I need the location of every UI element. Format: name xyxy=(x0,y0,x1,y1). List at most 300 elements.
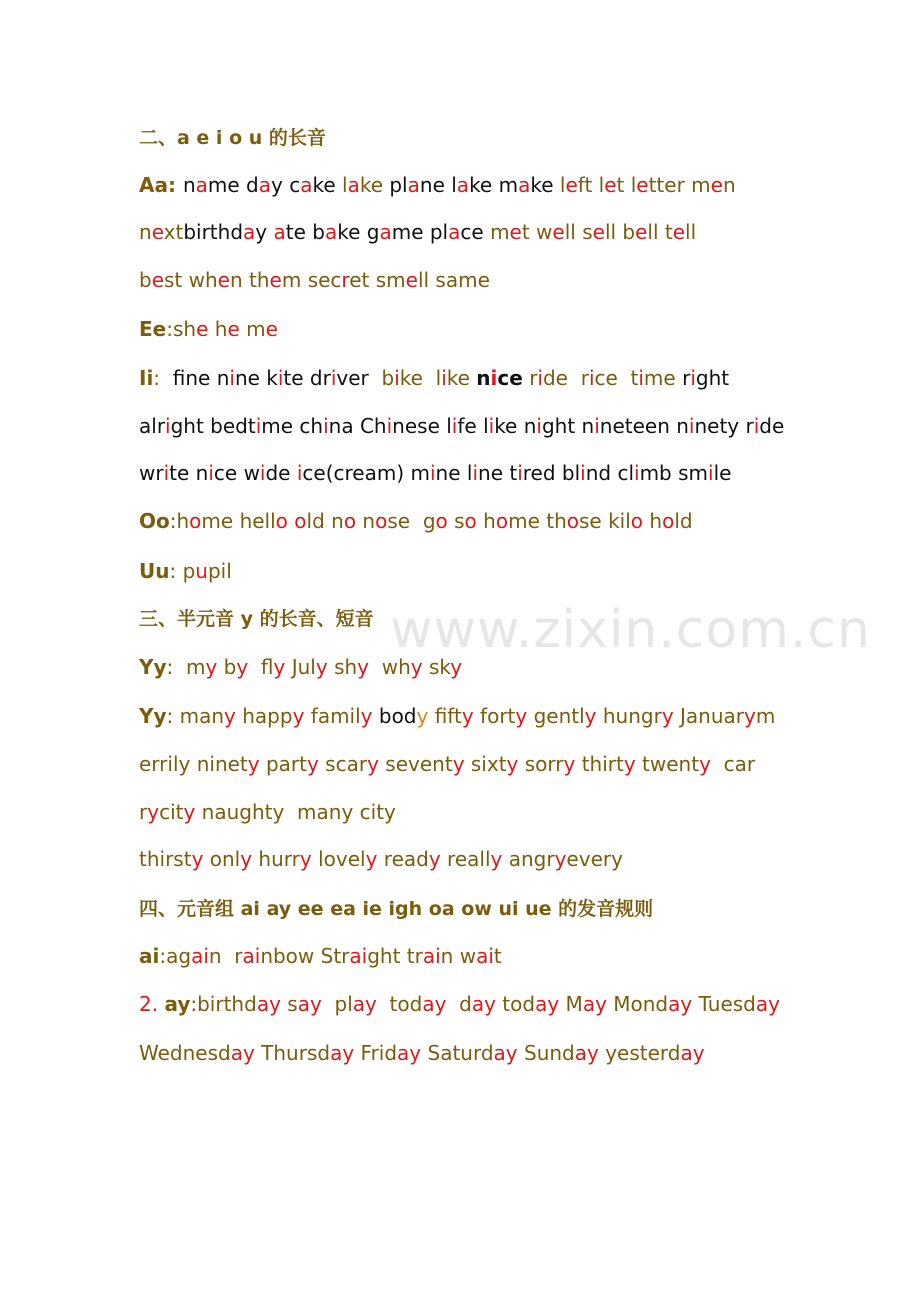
line-ay-1-segment: ay xyxy=(668,992,693,1016)
line-ii-1-segment: l xyxy=(435,366,442,390)
line-ii-1-segment: i xyxy=(537,366,543,390)
line-yy-1-segment: y xyxy=(273,655,286,679)
line-aa-3-segment: e xyxy=(405,268,418,292)
line-ay-2-segment: ay xyxy=(574,1041,599,1065)
line-oo-segment: se kil xyxy=(579,509,631,533)
line-aa-1-segment: a xyxy=(195,173,208,197)
line-ay-1-segment: tod xyxy=(376,992,423,1016)
line-oo-segment: Oo xyxy=(139,509,170,533)
line-ii-2-segment: i xyxy=(488,414,495,438)
line-aa-1-segment: ke m xyxy=(469,173,519,197)
line-yy-5-segment: y xyxy=(554,847,567,871)
line-ii-1-segment: b xyxy=(381,366,395,390)
line-ii-2-segment: ght bedt xyxy=(170,414,256,438)
line-ii-3-segment: de xyxy=(265,461,297,485)
line-yy-1-segment: y xyxy=(315,655,328,679)
line-oo-segment: o xyxy=(275,509,288,533)
line-aa-3-segment: b xyxy=(139,268,152,292)
line-ay-1 xyxy=(139,991,780,1017)
line-yy-3-segment: twent xyxy=(635,752,700,776)
line-ii-1-segment: : xyxy=(153,366,173,390)
line-yy-1-segment: y xyxy=(410,655,423,679)
line-aa-2-segment: e xyxy=(509,220,522,244)
line-ii-3-segment: i xyxy=(708,461,714,485)
line-ii-1-segment: r xyxy=(682,366,691,390)
line-aa-1-segment: ne l xyxy=(419,173,457,197)
line-aa-1-segment: e xyxy=(636,173,649,197)
line-ii-3 xyxy=(139,460,731,486)
line-yy-2-segment: bod xyxy=(372,704,417,728)
line-ii-2-segment: neteen n xyxy=(599,414,689,438)
line-ay-1-segment: pl xyxy=(321,992,353,1016)
line-yy-5-segment: y xyxy=(299,847,312,871)
line-yy-5-segment: onl xyxy=(203,847,241,871)
line-yy-4-segment: r xyxy=(139,800,148,824)
line-aa-2-segment: ll t xyxy=(647,220,673,244)
line-ee-segment: e xyxy=(265,317,278,341)
line-oo-segment: me hell xyxy=(201,509,276,533)
line-ii-1 xyxy=(139,365,729,391)
line-aa-1-segment: l xyxy=(342,173,348,197)
watermark: www.zixin.com.cn xyxy=(390,600,871,660)
line-yy-2-segment: fort xyxy=(473,704,516,728)
line-yy-5-segment: read xyxy=(377,847,429,871)
line-yy-1-segment: y xyxy=(205,655,218,679)
line-yy-5-segment: angr xyxy=(502,847,555,871)
line-ee-segment: :sh xyxy=(166,317,197,341)
line-oo-segment: o xyxy=(662,509,675,533)
line-yy-2-segment: y xyxy=(416,704,429,728)
line-oo-segment: o xyxy=(294,509,307,533)
line-yy-2-segment: happ xyxy=(235,704,293,728)
line-yy-3-segment: sorr xyxy=(518,752,564,776)
line-yy-3 xyxy=(139,751,755,777)
line-ay-1-segment: ay xyxy=(755,992,780,1016)
line-ii-3-segment: wr xyxy=(139,461,164,485)
line-ii-1-segment: me xyxy=(643,366,683,390)
line-yy-3-segment: y xyxy=(506,752,519,776)
line-ii-1-segment: t xyxy=(630,366,639,390)
line-ay-2-segment: ay xyxy=(680,1041,705,1065)
line-ii-3-segment: i xyxy=(296,461,303,485)
line-ii-1-segment: ver xyxy=(336,366,382,390)
line-ee xyxy=(139,316,278,342)
line-ai-segment: ai xyxy=(242,944,261,968)
line-ii-3-segment: i xyxy=(472,461,479,485)
line-aa-2-segment: e xyxy=(672,220,686,244)
line-aa-2-segment: ke g xyxy=(337,220,380,244)
line-oo-segment: o xyxy=(495,509,509,533)
line-aa-1-segment: Aa: xyxy=(139,173,183,197)
line-aa-1-segment: n xyxy=(182,173,196,197)
heading-vowel-groups-segment: 四、元音组 ai ay ee ea ie igh oa ow ui ue 的发音规则 xyxy=(139,898,654,920)
line-aa-3 xyxy=(139,267,490,293)
line-aa-2-segment: birthd xyxy=(183,220,244,244)
line-ay-1-segment: ay xyxy=(582,992,607,1016)
line-ay-2-segment: Thursd xyxy=(254,1041,331,1065)
line-ii-2-segment: i xyxy=(451,414,458,438)
line-yy-2-segment: gentl xyxy=(527,704,585,728)
line-aa-3-segment: e xyxy=(151,268,165,292)
line-ii-3-segment: ne l xyxy=(435,461,473,485)
line-ii-1-segment: i xyxy=(638,366,644,390)
line-ay-1-segment: Tuesd xyxy=(692,992,756,1016)
line-aa-2-segment: a xyxy=(379,220,392,244)
line-aa-1-segment: e xyxy=(565,173,578,197)
line-ii-3-segment: i xyxy=(634,461,640,485)
line-aa-3-segment: r xyxy=(341,268,350,292)
line-ii-1-segment: r xyxy=(529,366,538,390)
line-ii-2 xyxy=(139,413,784,439)
line-ai-segment: nbow Str xyxy=(260,944,350,968)
line-ii-1-segment: ce xyxy=(594,366,631,390)
line-ii-2-segment: i xyxy=(594,414,600,438)
line-yy-1-segment: y xyxy=(236,655,249,679)
line-ee-segment: e xyxy=(196,317,209,341)
line-ii-2-segment: nety r xyxy=(694,414,754,438)
heading-semivowel-y xyxy=(139,606,374,632)
line-yy-3-segment: y xyxy=(367,752,379,776)
line-aa-2-segment: e xyxy=(552,220,565,244)
line-ii-2-segment: na Ch xyxy=(328,414,387,438)
line-yy-3-segment: y xyxy=(699,752,711,776)
line-ai-segment: ght tr xyxy=(367,944,423,968)
line-aa-3-segment: ll same xyxy=(417,268,490,292)
line-aa-3-segment: n th xyxy=(229,268,270,292)
line-ay-1-segment: 2. xyxy=(139,992,165,1016)
line-aa-2-segment: xt xyxy=(163,220,184,244)
line-ii-1-segment: i xyxy=(229,366,235,390)
line-yy-1-segment: Yy xyxy=(139,655,167,679)
line-aa-2-segment: y xyxy=(255,220,274,244)
line-yy-2-segment: fift xyxy=(428,704,462,728)
line-yy-2-segment: y xyxy=(661,704,674,728)
line-yy-4-segment: y xyxy=(183,800,196,824)
line-aa-1-segment: me d xyxy=(207,173,259,197)
line-ay-1-segment: ay xyxy=(471,992,496,1016)
line-ii-2-segment: i xyxy=(255,414,262,438)
line-ii-1-segment: ght xyxy=(695,366,730,390)
line-ay-2-segment: Sund xyxy=(517,1041,575,1065)
line-ay-2-segment: Wednesd xyxy=(139,1041,231,1065)
line-ii-2-segment: ke n xyxy=(494,414,537,438)
line-yy-2-segment: : man xyxy=(166,704,225,728)
line-yy-1-segment: sk xyxy=(422,655,451,679)
line-aa-3-segment: et sm xyxy=(349,268,406,292)
line-ii-3-segment: ce w xyxy=(213,461,260,485)
line-yy-2-segment: y xyxy=(461,704,474,728)
line-yy-5-segment: lovel xyxy=(311,847,366,871)
line-aa-2-segment: e xyxy=(635,220,648,244)
line-oo-segment: me th xyxy=(508,509,567,533)
line-ii-1-segment: ce xyxy=(497,366,523,390)
line-yy-2-segment: y xyxy=(584,704,597,728)
line-yy-2-segment: Yy xyxy=(139,704,167,728)
line-yy-2-segment: famil xyxy=(304,704,361,728)
line-ii-1-segment: r xyxy=(580,366,589,390)
line-oo-segment: ld xyxy=(674,509,693,533)
line-ay-2-segment: ay xyxy=(397,1041,422,1065)
line-yy-2-segment: y xyxy=(292,704,305,728)
heading-vowel-groups xyxy=(139,896,653,922)
line-aa-2-segment: ce xyxy=(460,220,491,244)
heading-semivowel-y-segment: 三、半元音 y 的长音、短音 xyxy=(139,608,374,630)
line-ii-1-segment: ke xyxy=(446,366,477,390)
line-ii-2-segment: de xyxy=(759,414,785,438)
line-ii-3-segment: ne t xyxy=(478,461,518,485)
line-aa-2-segment: ll xyxy=(685,220,697,244)
line-ay-2-segment: Frid xyxy=(354,1041,398,1065)
line-ii-1-segment: n xyxy=(476,366,491,390)
line-ii-1-segment: de xyxy=(542,366,581,390)
line-ay-1-segment: ay xyxy=(422,992,447,1016)
line-ii-3-segment: i xyxy=(580,461,586,485)
line-ii-3-segment: nd cl xyxy=(585,461,635,485)
line-yy-1-segment: sh xyxy=(327,655,358,679)
line-yy-4-segment: naughty many city xyxy=(195,800,396,824)
line-ii-1-segment: i xyxy=(441,366,447,390)
line-yy-4-segment: y xyxy=(147,800,160,824)
line-yy-3-segment: thirt xyxy=(575,752,624,776)
line-aa-1-segment: a xyxy=(518,173,531,197)
line-yy-5-segment: y xyxy=(365,847,378,871)
line-ii-2-segment: ght n xyxy=(541,414,595,438)
line-ii-3-segment: mb sm xyxy=(639,461,709,485)
line-aa-1-segment: a xyxy=(258,173,271,197)
line-yy-1-segment: : m xyxy=(166,655,206,679)
line-ii-1-segment: i xyxy=(690,366,696,390)
line-oo-segment: o xyxy=(375,509,388,533)
line-ii-1-segment: ne n xyxy=(185,366,230,390)
line-ay-2-segment: Saturd xyxy=(421,1041,494,1065)
line-oo-segment: s xyxy=(447,509,465,533)
line-ay-2 xyxy=(139,1040,705,1066)
line-ii-1-segment: i xyxy=(394,366,400,390)
line-yy-1-segment: b xyxy=(217,655,237,679)
line-aa-2-segment: a xyxy=(324,220,338,244)
line-ai-segment: t xyxy=(493,944,502,968)
line-yy-1-segment: y xyxy=(357,655,370,679)
line-uu-segment: pil xyxy=(207,559,232,583)
line-ii-2-segment: i xyxy=(165,414,171,438)
line-yy-1-segment: fl xyxy=(248,655,274,679)
line-ay-2-segment: ay xyxy=(230,1041,255,1065)
line-oo-segment: o xyxy=(343,509,357,533)
line-ai-segment: ai xyxy=(476,944,494,968)
line-aa-2-segment: t w xyxy=(521,220,553,244)
line-aa-3-segment: st wh xyxy=(164,268,218,292)
line-ai-segment: :ag xyxy=(159,944,192,968)
line-aa-1-segment: pl xyxy=(389,173,408,197)
line-ii-2-segment: nese l xyxy=(392,414,452,438)
line-aa-1-segment: ft l xyxy=(577,173,605,197)
line-ii-1-segment: te dr xyxy=(283,366,331,390)
line-yy-1-segment: Jul xyxy=(285,655,316,679)
line-yy-3-segment: sevent xyxy=(378,752,453,776)
line-aa-2-segment: me pl xyxy=(391,220,449,244)
line-yy-3-segment: y xyxy=(623,752,636,776)
line-ay-1-segment: d xyxy=(446,992,472,1016)
line-ii-3-segment: le xyxy=(713,461,732,485)
line-aa-3-segment: m sec xyxy=(281,268,342,292)
line-ii-2-segment: alr xyxy=(139,414,166,438)
line-ii-1-segment: i xyxy=(588,366,595,390)
line-ay-1-segment: ay xyxy=(256,992,281,1016)
line-aa-1-segment: e xyxy=(710,173,723,197)
line-yy-3-segment: y xyxy=(452,752,465,776)
heading-long-vowels-segment: 二、a e i o u 的长音 xyxy=(139,127,326,149)
line-yy-5-segment: y xyxy=(490,847,503,871)
line-aa-1-segment: t l xyxy=(616,173,637,197)
line-oo-segment: o xyxy=(189,509,202,533)
line-aa-3-segment: e xyxy=(269,268,282,292)
line-ii-2-segment: i xyxy=(323,414,329,438)
line-aa-2 xyxy=(139,219,696,245)
line-oo-segment: o xyxy=(630,509,644,533)
line-aa-1-segment: ke xyxy=(312,173,342,197)
line-uu-segment: u xyxy=(195,559,208,583)
line-aa-1 xyxy=(139,172,736,198)
line-aa-2-segment: e xyxy=(151,220,164,244)
line-uu-segment: : p xyxy=(169,559,196,583)
line-ii-2-segment: fe l xyxy=(457,414,489,438)
line-aa-2-segment: a xyxy=(243,220,256,244)
line-aa-1-segment: a xyxy=(300,173,313,197)
line-aa-1-segment: ke xyxy=(530,173,560,197)
line-yy-5-segment: y xyxy=(191,847,204,871)
line-uu-segment: Uu xyxy=(139,559,170,583)
line-ai-segment: ai xyxy=(139,944,160,968)
line-ai xyxy=(139,943,502,969)
line-ay-1-segment: Mond xyxy=(606,992,669,1016)
line-ay-1-segment: s xyxy=(280,992,298,1016)
line-aa-2-segment: te b xyxy=(285,220,325,244)
line-oo-segment: h xyxy=(643,509,663,533)
line-ai-segment: n w xyxy=(440,944,477,968)
line-yy-2-segment: y xyxy=(744,704,756,728)
line-ai-segment: ai xyxy=(422,944,441,968)
line-ii-1-segment: ne k xyxy=(234,366,278,390)
line-ee-segment: e xyxy=(227,317,240,341)
line-ii-3-segment: i xyxy=(517,461,523,485)
line-yy-5-segment: every xyxy=(566,847,623,871)
line-yy-4 xyxy=(139,799,396,825)
line-ii-3-segment: te n xyxy=(169,461,209,485)
line-yy-2-segment: Januar xyxy=(673,704,745,728)
line-yy-2-segment: m xyxy=(755,704,776,728)
line-ii-3-segment: i xyxy=(259,461,266,485)
line-ay-1-segment: ay xyxy=(164,992,191,1016)
line-ii-2-segment: i xyxy=(536,414,542,438)
line-ii-3-segment: i xyxy=(163,461,170,485)
line-ay-2-segment: yesterd xyxy=(598,1041,681,1065)
line-ii-3-segment: ce(cream) m xyxy=(302,461,430,485)
line-yy-3-segment: scar xyxy=(318,752,368,776)
line-aa-1-segment: l xyxy=(559,173,566,197)
line-ii-3-segment: i xyxy=(429,461,436,485)
line-oo-segment: o xyxy=(464,509,477,533)
line-aa-1-segment: n xyxy=(722,173,736,197)
line-ee-segment: h xyxy=(208,317,228,341)
line-ii-3-segment: red bl xyxy=(522,461,581,485)
line-ay-2-segment: ay xyxy=(330,1041,355,1065)
line-ay-1-segment: tod xyxy=(495,992,536,1016)
line-ay-1-segment: M xyxy=(559,992,583,1016)
line-aa-1-segment: a xyxy=(407,173,420,197)
line-aa-2-segment: ll b xyxy=(604,220,636,244)
line-oo-segment: se g xyxy=(387,509,436,533)
line-yy-3-segment: y xyxy=(306,752,319,776)
line-ee-segment: m xyxy=(239,317,266,341)
line-oo xyxy=(139,508,693,534)
line-oo-segment: o xyxy=(566,509,580,533)
line-ay-2-segment: ay xyxy=(493,1041,518,1065)
line-ai-segment: ai xyxy=(349,944,368,968)
heading-long-vowels xyxy=(139,125,326,151)
line-ay-1-segment: ay xyxy=(535,992,560,1016)
line-ii-2-segment: i xyxy=(386,414,393,438)
line-yy-1-segment: y xyxy=(450,655,463,679)
line-aa-3-segment: e xyxy=(217,268,230,292)
line-yy-3-segment: sixt xyxy=(464,752,507,776)
line-oo-segment: o xyxy=(435,509,448,533)
line-yy-3-segment: y xyxy=(247,752,260,776)
line-oo-segment: ld n xyxy=(306,509,344,533)
line-yy-5-segment: y xyxy=(428,847,441,871)
line-ai-segment: n r xyxy=(208,944,243,968)
line-aa-1-segment: a xyxy=(456,173,470,197)
line-ii-3-segment: i xyxy=(208,461,214,485)
line-aa-1-segment: e xyxy=(604,173,617,197)
line-ii-2-segment: i xyxy=(688,414,695,438)
line-aa-2-segment: n xyxy=(139,220,152,244)
line-aa-1-segment: a xyxy=(347,173,360,197)
line-aa-2-segment: a xyxy=(273,220,286,244)
line-oo-segment: :h xyxy=(169,509,190,533)
line-ii-1-segment: i xyxy=(490,366,498,390)
line-ai-segment: ai xyxy=(191,944,209,968)
line-aa-2-segment: e xyxy=(592,220,605,244)
line-ii-1-segment: Ii xyxy=(139,366,154,390)
line-ee-segment: Ee xyxy=(139,317,167,341)
line-yy-3-segment: part xyxy=(259,752,307,776)
line-uu xyxy=(139,558,232,584)
line-ay-1-segment: :birthd xyxy=(190,992,257,1016)
line-yy-3-segment: errily ninet xyxy=(139,752,248,776)
line-ii-1-segment: i xyxy=(277,366,284,390)
line-yy-5-segment: thirst xyxy=(139,847,192,871)
line-yy-1-segment: wh xyxy=(369,655,411,679)
line-ay-1-segment: ay xyxy=(352,992,377,1016)
line-ii-1-segment: ke xyxy=(399,366,436,390)
line-ii-2-segment: i xyxy=(753,414,760,438)
line-aa-1-segment: tter m xyxy=(648,173,711,197)
line-ii-2-segment: me ch xyxy=(261,414,324,438)
line-yy-5-segment: hurr xyxy=(252,847,300,871)
line-aa-2-segment: a xyxy=(448,220,461,244)
line-oo-segment: h xyxy=(476,509,496,533)
line-oo-segment: n xyxy=(356,509,376,533)
line-aa-2-segment: m xyxy=(490,220,510,244)
line-aa-2-segment: ll s xyxy=(564,220,593,244)
line-yy-5-segment: reall xyxy=(440,847,491,871)
line-yy-4-segment: cit xyxy=(159,800,184,824)
line-yy-2-segment: y xyxy=(515,704,528,728)
line-aa-1-segment: ke xyxy=(359,173,390,197)
line-aa-1-segment: y c xyxy=(271,173,301,197)
line-yy-2-segment: hungr xyxy=(596,704,662,728)
line-ii-1-segment: f xyxy=(172,366,186,390)
